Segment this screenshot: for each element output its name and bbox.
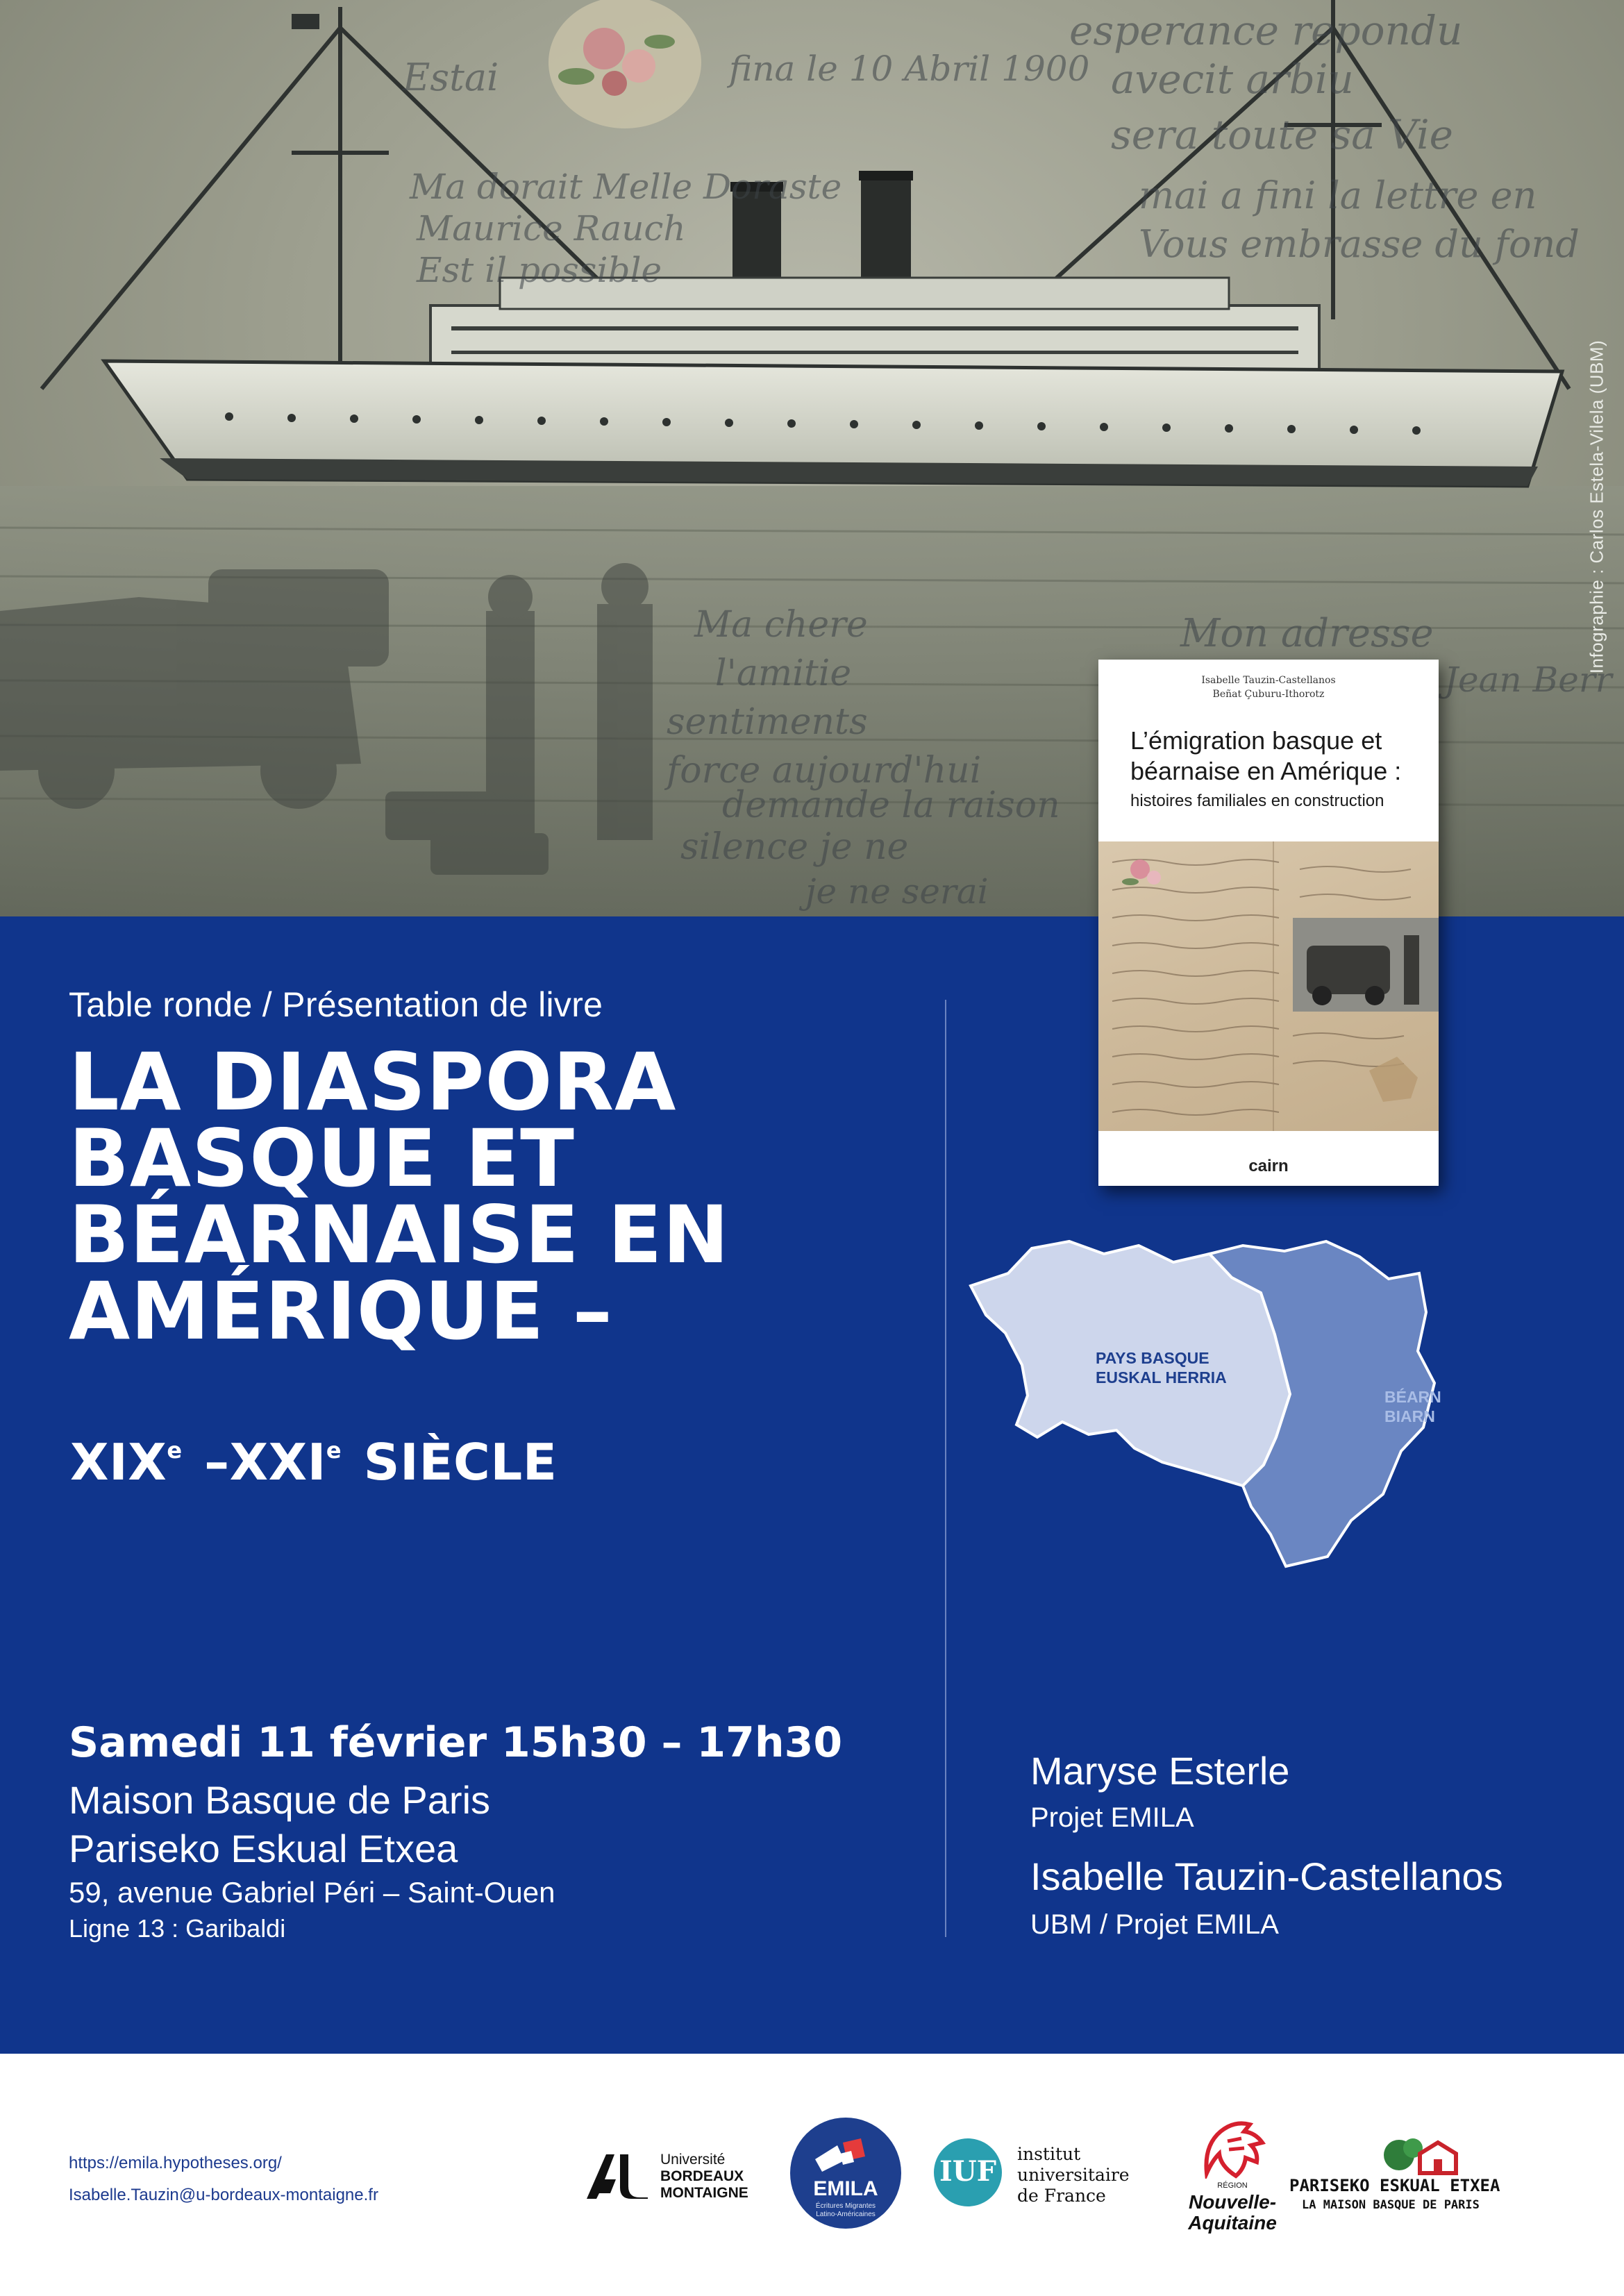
- map-label-line: EUSKAL HERRIA: [1096, 1368, 1227, 1386]
- century-start: XIX: [70, 1433, 167, 1491]
- ubm-mark-icon: [585, 2152, 649, 2200]
- handwriting: force aujourd'hui: [667, 750, 982, 791]
- handwriting: je ne serai: [805, 871, 989, 912]
- venue-name-basque: Pariseko Eskual Etxea: [69, 1827, 458, 1870]
- region-prefix: RÉGION: [1217, 2181, 1248, 2190]
- century-end: XXI: [229, 1433, 326, 1491]
- title-line: BASQUE ET: [69, 1112, 575, 1205]
- map-label-line: BÉARN: [1384, 1388, 1441, 1406]
- region-map: [965, 1229, 1534, 1611]
- handwriting: Vous embrasse du fond: [1139, 222, 1580, 266]
- email-link[interactable]: Isabelle.Tauzin@u-bordeaux-montaigne.fr: [69, 2186, 378, 2204]
- map-label-line: PAYS BASQUE: [1096, 1349, 1209, 1367]
- book-subtitle: histoires familiales en construction: [1130, 791, 1384, 810]
- handwriting: Maurice Rauch: [417, 208, 686, 249]
- handwriting: fina le 10 Abril 1900: [729, 49, 1090, 89]
- ubm-logo: [585, 2149, 766, 2204]
- event-date: Samedi 11 février 15h30 – 17h30: [69, 1718, 843, 1767]
- lion-icon: [1200, 2118, 1266, 2179]
- website-link[interactable]: https://emila.hypotheses.org/: [69, 2154, 282, 2172]
- handwriting: Estai: [403, 56, 499, 99]
- book-author: Isabelle Tauzin-Castellanos: [1201, 675, 1336, 686]
- venue-address: 59, avenue Gabriel Péri – Saint-Ouen: [69, 1876, 555, 1909]
- event-title: [69, 1036, 874, 1357]
- publisher-logo: cairn: [1248, 1157, 1289, 1175]
- handwriting: Ma chere: [694, 604, 868, 646]
- speaker-name: Isabelle Tauzin-Castellanos: [1030, 1854, 1503, 1898]
- speaker-affiliation: Projet EMILA: [1030, 1802, 1194, 1833]
- metro-info: Ligne 13 : Garibaldi: [69, 1914, 286, 1943]
- map-label-line: BIARN: [1384, 1407, 1435, 1425]
- pariseko-logo: [1281, 2138, 1559, 2215]
- handwriting: avecit arbiu: [1111, 56, 1354, 103]
- region-name: Aquitaine: [1188, 2212, 1277, 2234]
- century-word: SIÈCLE: [346, 1433, 558, 1491]
- map-label-basque: [1096, 1348, 1227, 1387]
- emila-tagline: Écritures Migrantes: [815, 2202, 876, 2210]
- century-range: [70, 1433, 557, 1491]
- handwriting: mai a fini la lettre en: [1139, 174, 1537, 217]
- handwriting: Mon adresse: [1180, 611, 1434, 656]
- handwriting: sera toute sa Vie: [1111, 111, 1453, 158]
- ubm-line: MONTAIGNE: [660, 2185, 748, 2201]
- iuf-mark: IUF: [939, 2155, 996, 2188]
- event-type: Table ronde / Présentation de livre: [69, 985, 603, 1024]
- region-logo: [1173, 2118, 1291, 2234]
- handwriting: silence je ne: [680, 826, 909, 868]
- iuf-line: institut: [1017, 2144, 1081, 2164]
- iuf-logo: [934, 2138, 1142, 2215]
- handwriting: Est il possible: [417, 250, 662, 290]
- title-line: BÉARNAISE EN: [69, 1189, 730, 1281]
- pariseko-tagline: LA MAISON BASQUE DE PARIS: [1302, 2198, 1480, 2212]
- emila-name: EMILA: [813, 2177, 878, 2200]
- title-line: LA DIASPORA: [69, 1036, 677, 1128]
- emila-tagline: Latino-Américaines: [816, 2211, 876, 2218]
- handwriting: Jean Berr: [1444, 660, 1612, 700]
- image-credit: Infographie : Carlos Estela-Vilela (UBM): [1586, 340, 1607, 674]
- century-separator: –: [186, 1433, 230, 1491]
- venue-name: Maison Basque de Paris: [69, 1778, 491, 1822]
- century-end-suffix: e: [326, 1437, 342, 1464]
- ubm-line: BORDEAUX: [660, 2168, 744, 2184]
- handwriting: demande la raison: [722, 785, 1060, 826]
- speaker-name: Maryse Esterle: [1030, 1749, 1290, 1793]
- emila-flag-icon: [815, 2138, 871, 2172]
- book-title-line: L’émigration basque et: [1130, 726, 1382, 755]
- book-title-line: béarnaise en Amérique :: [1130, 757, 1402, 785]
- title-line: AMÉRIQUE –: [69, 1265, 613, 1357]
- handwriting: esperance repondu: [1069, 7, 1463, 54]
- pariseko-name: PARISEKO ESKUAL ETXEA: [1289, 2176, 1500, 2195]
- speaker-affiliation: UBM / Projet EMILA: [1030, 1909, 1279, 1940]
- column-divider: [945, 1000, 946, 1937]
- letter-illustration: [1098, 841, 1439, 1131]
- region-name: Nouvelle-: [1188, 2191, 1277, 2213]
- iuf-line: de France: [1017, 2186, 1106, 2206]
- map-label-bearn: [1384, 1387, 1441, 1426]
- century-start-suffix: e: [167, 1437, 183, 1464]
- house-tree-icon: [1371, 2138, 1462, 2179]
- ubm-line: Université: [660, 2152, 726, 2168]
- book-title: [1130, 726, 1422, 787]
- iuf-line: universitaire: [1017, 2165, 1130, 2185]
- handwriting: sentiments: [667, 701, 868, 743]
- handwriting: Ma dorait Melle Doraste: [410, 167, 842, 207]
- handwriting: l'amitie: [715, 653, 852, 694]
- book-cover: [1098, 660, 1439, 1186]
- book-cover-art: [1098, 841, 1439, 1131]
- emila-logo: [790, 2118, 901, 2229]
- book-author: Beñat Çuburu-Ithorotz: [1212, 689, 1325, 700]
